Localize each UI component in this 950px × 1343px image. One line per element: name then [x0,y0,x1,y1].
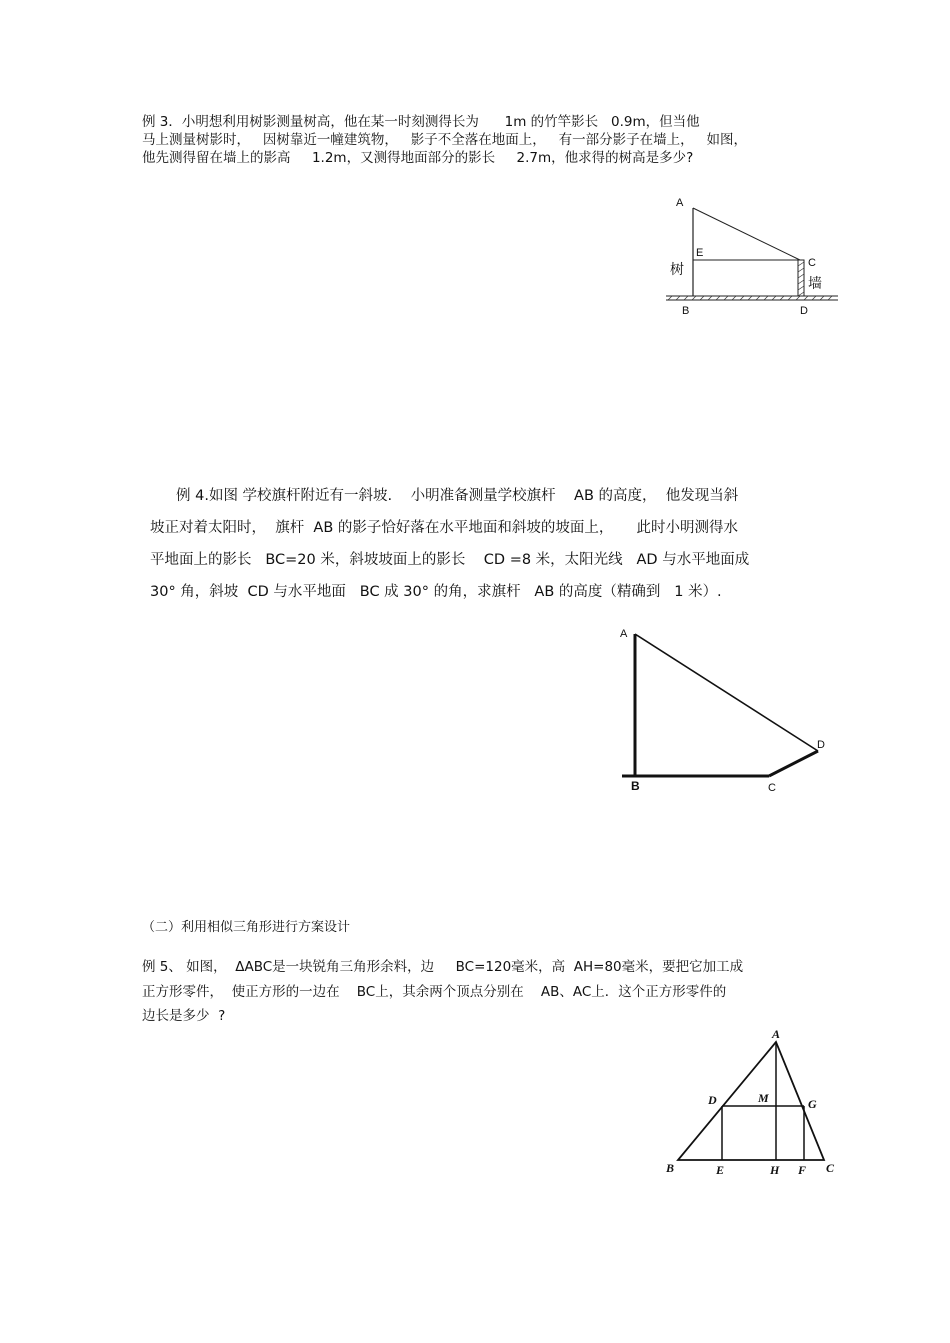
label-m: M [758,1091,769,1105]
label-g: G [808,1097,817,1111]
triangle-abc [678,1042,824,1160]
label-wall: 墙 [808,276,822,292]
ground-line [666,296,838,300]
label-a: A [676,197,684,209]
example4-line-2: 坡正对着太阳时， 旗杆 AB 的影子恰好落在水平地面和斜坡的坡面上， 此时小明测得水 [150,520,738,536]
label-e: E [696,247,704,259]
label-d: D [708,1093,717,1107]
example4-figure [612,620,842,800]
example5-line-1: 例 5、 如图， ΔABC是一块锐角三角形余料，边 BC=120毫米，高 AH=80毫米，要把它加工成 [142,959,744,975]
example5-figure [662,1020,842,1185]
label-c: C [826,1161,835,1175]
example3-line-3: 他先测得留在墙上的影高 1.2m，又测得地面部分的影长 2.7m，他求得的树高是多少? [142,150,694,166]
example3-line-1: 例 3．小明想利用树影测量树高，他在某一时刻测得长为 1m 的竹竿影长 0.9m，但当他 [142,114,700,130]
example5-line-2: 正方形零件， 使正方形的一边在 BC上，其余两个顶点分别在 AB、AC上．这个正方形零件的 [142,984,727,1000]
example5-line-3: 边长是多少 ? [142,1008,226,1024]
label-h: H [770,1163,780,1177]
label-f: F [798,1163,807,1177]
label-c: C [768,782,776,794]
label-d: D [800,305,808,317]
label-tree: 树 [670,262,684,278]
example3-figure [660,190,850,325]
slope-cd [769,751,818,776]
sun-ray-ad [635,634,818,751]
sun-ray [693,208,800,260]
label-d: D [817,739,825,751]
label-b: B [682,305,690,317]
example3-line-2: 马上测量树影时， 因树靠近一幢建筑物， 影子不全落在地面上， 有一部分影子在墙上， 如图， [142,132,747,148]
example4-line-3: 平地面上的影长 BC=20 米，斜坡坡面上的影长 CD =8 米，太阳光线 AD 与水平地面成 [150,552,750,568]
example4-line-1: 例 4.如图 学校旗杆附近有一斜坡. 小明准备测量学校旗杆 AB 的高度， 他发现当斜 [176,488,739,504]
wall [798,260,804,296]
label-e: E [716,1163,725,1177]
label-c: C [808,257,816,269]
label-a: A [772,1027,781,1041]
label-a: A [620,628,628,640]
section-title: （二）利用相似三角形进行方案设计 [142,920,351,935]
label-b: B [631,779,640,793]
example4-line-4: 30° 角，斜坡 CD 与水平地面 BC 成 30° 的角，求旗杆 AB 的高度（精确到 1 米）. [150,584,722,600]
label-b: B [666,1161,675,1175]
